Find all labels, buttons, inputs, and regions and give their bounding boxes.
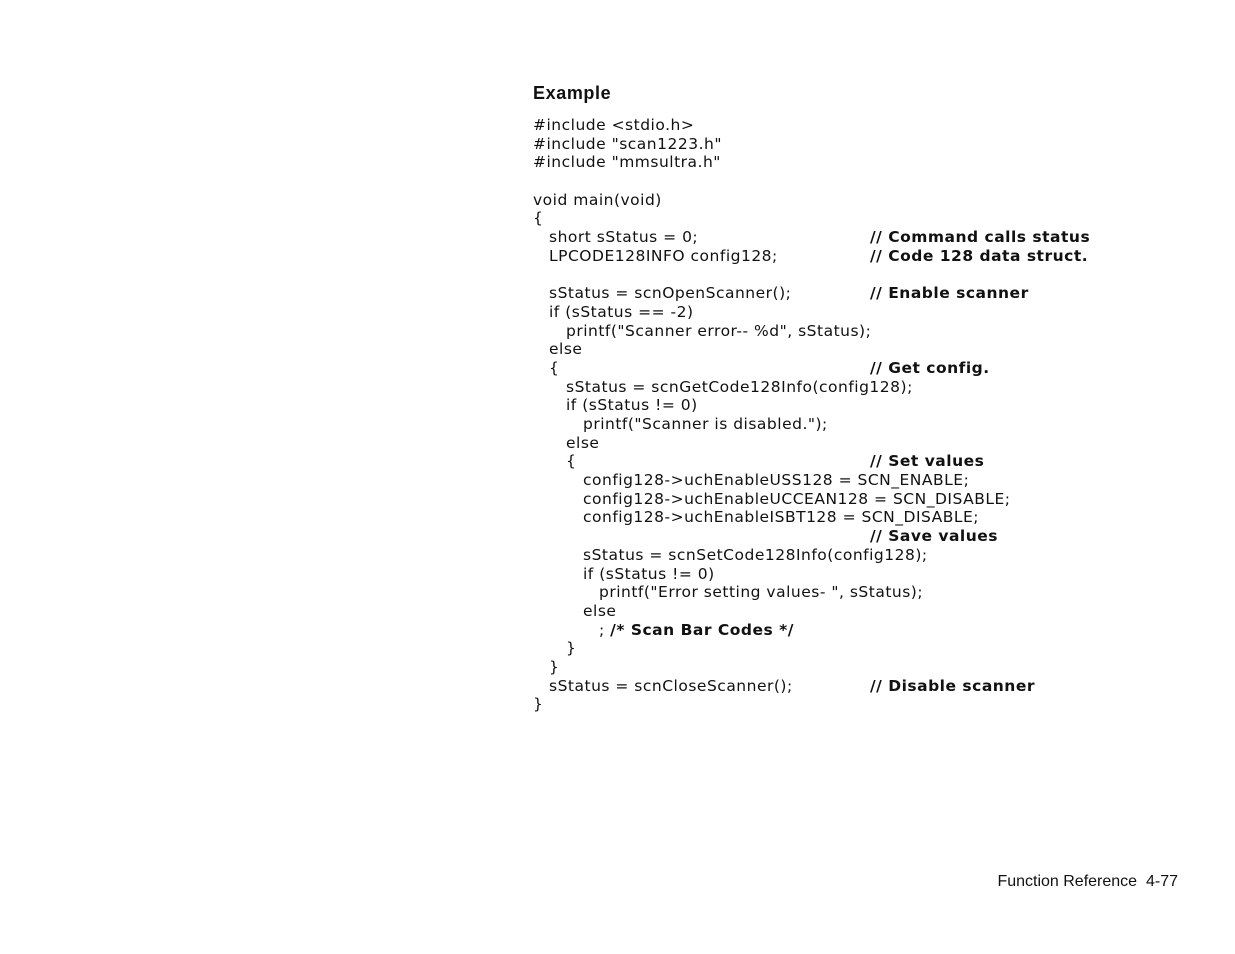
code-line bbox=[533, 359, 1153, 378]
code-line bbox=[533, 303, 1153, 322]
code-statement: { bbox=[566, 452, 577, 471]
code-text bbox=[599, 583, 923, 602]
code-line bbox=[533, 247, 1153, 266]
code-comment: // Code 128 data struct. bbox=[870, 246, 1089, 265]
code-comment: // Save values bbox=[870, 527, 999, 546]
code-line bbox=[533, 434, 1153, 453]
code-comment: // Command calls status bbox=[870, 228, 1091, 247]
code-statement: else bbox=[566, 433, 600, 452]
code-statement: sStatus = scnOpenScanner(); bbox=[549, 284, 792, 303]
code-line bbox=[533, 153, 1153, 172]
code-statement: printf("Error setting values- ", sStatus); bbox=[599, 583, 924, 602]
code-statement: LPCODE128INFO config128; bbox=[549, 246, 778, 265]
code-text bbox=[533, 191, 662, 210]
code-line bbox=[533, 471, 1153, 490]
code-line bbox=[533, 602, 1153, 621]
code-text bbox=[599, 621, 794, 640]
code-line bbox=[533, 583, 1153, 602]
code-statement: { bbox=[549, 358, 560, 377]
code-line bbox=[533, 452, 1153, 471]
code-statement: #include "mmsultra.h" bbox=[533, 153, 721, 172]
code-text bbox=[566, 378, 913, 397]
code-line bbox=[533, 527, 1153, 546]
code-text bbox=[566, 452, 576, 471]
code-statement: if (sStatus != 0) bbox=[566, 396, 698, 415]
code-statement: short sStatus = 0; bbox=[549, 228, 699, 247]
code-statement: ; bbox=[599, 620, 605, 639]
section-heading: Example bbox=[533, 83, 612, 103]
code-comment: // Get config. bbox=[870, 358, 990, 377]
code-statement: #include "scan1223.h" bbox=[533, 134, 722, 153]
code-statement: } bbox=[566, 639, 577, 658]
code-statement: sStatus = scnGetCode128Info(config128); bbox=[566, 377, 913, 396]
code-text bbox=[549, 359, 559, 378]
code-text bbox=[566, 639, 576, 658]
code-line bbox=[533, 172, 1153, 191]
code-statement: if (sStatus == -2) bbox=[549, 302, 694, 321]
code-comment: // Disable scanner bbox=[870, 676, 1035, 695]
code-statement: sStatus = scnSetCode128Info(config128); bbox=[583, 545, 928, 564]
code-line bbox=[533, 135, 1153, 154]
code-text bbox=[533, 209, 543, 228]
code-line bbox=[533, 116, 1153, 135]
code-statement: config128->uchEnableUSS128 = SCN_ENABLE; bbox=[583, 471, 970, 490]
code-inline-comment: /* Scan Bar Codes */ bbox=[610, 620, 794, 639]
code-text bbox=[549, 303, 694, 322]
code-statement: config128->uchEnableUCCEAN128 = SCN_DISABLE; bbox=[583, 489, 1011, 508]
code-line bbox=[533, 677, 1153, 696]
code-text bbox=[549, 284, 791, 303]
code-text bbox=[549, 228, 698, 247]
code-statement: config128->uchEnableISBT128 = SCN_DISABLE; bbox=[583, 508, 980, 527]
code-comment: // Set values bbox=[870, 452, 985, 471]
code-line bbox=[533, 284, 1153, 303]
code-statement: printf("Scanner is disabled."); bbox=[583, 415, 828, 433]
code-text bbox=[583, 508, 979, 527]
code-text bbox=[533, 135, 722, 154]
code-comment: // Enable scanner bbox=[870, 284, 1029, 303]
footer-page-number: 4-77 bbox=[1145, 873, 1178, 890]
code-line bbox=[533, 621, 1153, 640]
code-text bbox=[583, 565, 715, 584]
code-line bbox=[533, 695, 1153, 714]
code-line bbox=[533, 508, 1153, 527]
code-line bbox=[533, 415, 1153, 434]
code-statement: } bbox=[549, 657, 560, 676]
code-line bbox=[533, 396, 1153, 415]
code-line bbox=[533, 639, 1153, 658]
code-text bbox=[533, 153, 721, 172]
code-text bbox=[549, 658, 559, 677]
code-statement: } bbox=[533, 695, 544, 714]
code-text bbox=[583, 546, 928, 565]
code-line bbox=[533, 340, 1153, 359]
code-text bbox=[583, 490, 1011, 509]
code-text bbox=[549, 340, 582, 359]
code-example bbox=[533, 116, 1153, 714]
code-line bbox=[533, 209, 1153, 228]
code-statement: else bbox=[549, 340, 583, 359]
code-statement: { bbox=[533, 209, 544, 228]
code-text bbox=[549, 677, 793, 696]
code-line bbox=[533, 228, 1153, 247]
code-line bbox=[533, 565, 1153, 584]
code-statement: else bbox=[583, 601, 617, 620]
code-line bbox=[533, 546, 1153, 565]
code-statement: sStatus = scnCloseScanner(); bbox=[549, 676, 793, 695]
code-line bbox=[533, 658, 1153, 677]
code-statement: void main(void) bbox=[533, 190, 662, 209]
code-text bbox=[566, 322, 871, 341]
footer-section-title: Function Reference bbox=[997, 873, 1138, 890]
code-line bbox=[533, 490, 1153, 509]
code-text bbox=[566, 434, 599, 453]
code-text bbox=[583, 415, 828, 434]
page-footer bbox=[997, 872, 1178, 892]
code-statement: printf("Scanner error-- %d", sStatus); bbox=[566, 321, 872, 340]
code-statement: if (sStatus != 0) bbox=[583, 564, 715, 583]
code-text bbox=[533, 695, 543, 714]
code-line bbox=[533, 378, 1153, 397]
code-line bbox=[533, 322, 1153, 341]
code-text bbox=[583, 602, 616, 621]
code-text bbox=[583, 471, 969, 490]
code-text bbox=[566, 396, 698, 415]
code-statement: #include <stdio.h> bbox=[533, 116, 695, 134]
code-text bbox=[549, 247, 778, 266]
code-text bbox=[533, 116, 694, 135]
code-line bbox=[533, 191, 1153, 210]
code-line bbox=[533, 266, 1153, 285]
